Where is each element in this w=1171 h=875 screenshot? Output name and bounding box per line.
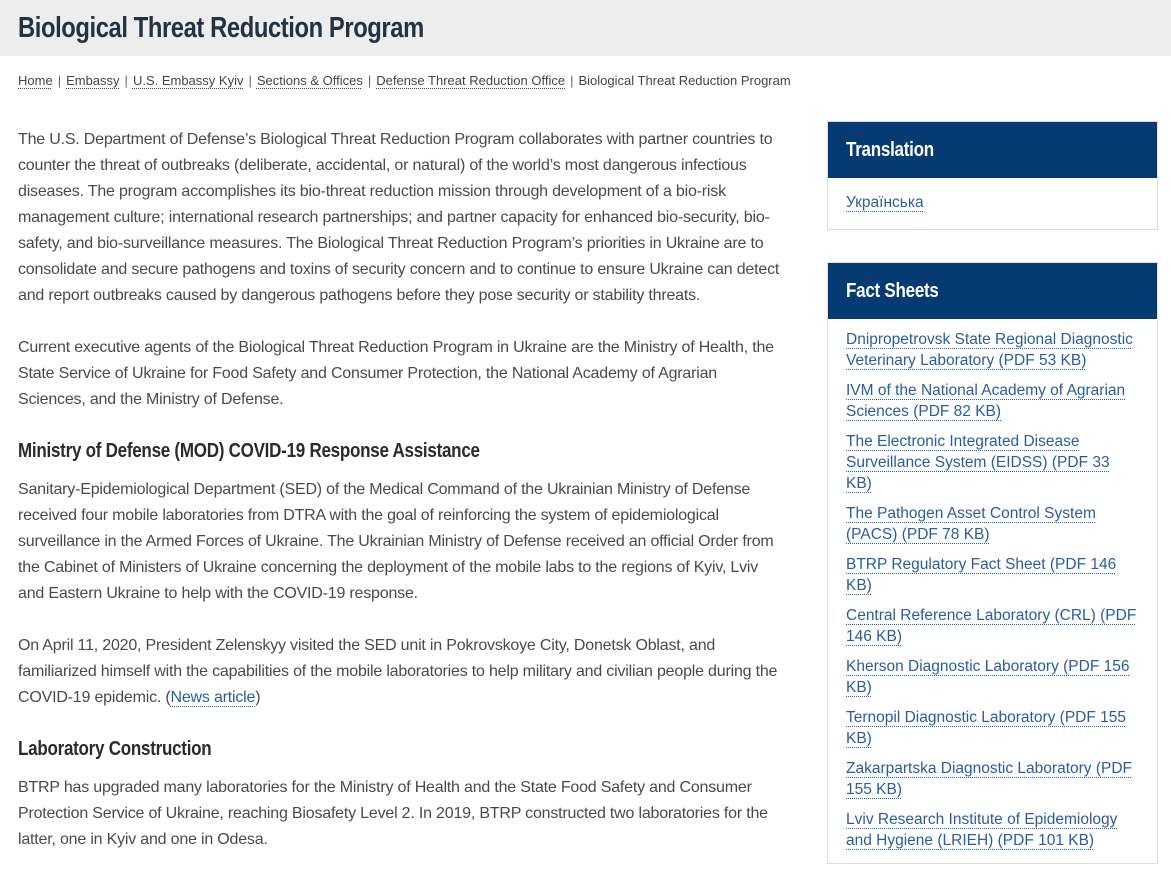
news-article-link[interactable]: News article <box>170 689 256 706</box>
breadcrumb-separator: | <box>57 73 62 88</box>
translation-box-header <box>828 122 1157 178</box>
laboratory-construction-paragraph: BTRP has upgraded many laboratories for the Ministry of Health and the State Food Safety and Consumer Protection Service of Ukraine, reaching Biosafety Level 2. In 2019, BTRP constructed two laboratories for the latter, one in Kyiv and one in Odesa. <box>18 779 768 848</box>
fact-sheet-link-zakarpartska[interactable]: Zakarpartska Diagnostic Laboratory (PDF 155 KB) <box>846 760 1133 798</box>
translation-box-body <box>828 178 1157 229</box>
sed-paragraph: Sanitary-Epidemiological Department (SED) of the Medical Command of the Ukrainian Ministry of Defense received four mobile laboratories from DTRA with the goal of reinforcing the system of epidemiological surveillance in the Armed Forces of Ukraine. The Ukrainian Ministry of Defense received an official Order from the Cabinet of Ministers of Ukraine concerning the deployment of the mobile labs to the regions of Kyiv, Lviv and Eastern Ukraine to help with the COVID-19 response. <box>18 481 774 602</box>
section-heading-mod-covid: Ministry of Defense (MOD) COVID-19 Response Assistance <box>18 440 480 462</box>
fact-sheets-box-header <box>828 263 1157 319</box>
breadcrumb-link-home[interactable]: Home <box>18 73 53 88</box>
translation-link-ukrainska[interactable]: Українська <box>846 194 924 211</box>
fact-sheet-link-dnipropetrovsk[interactable]: Dnipropetrovsk State Regional Diagnostic Veterinary Laboratory (PDF 53 KB) <box>846 331 1133 369</box>
executive-agents-paragraph: Current executive agents of the Biological Threat Reduction Program in Ukraine are the Ministry of Health, the State Service of Ukraine for Food Safety and Consumer Protection, the National Academy of Agrarian Sciences, and the Ministry of Defense. <box>18 339 774 408</box>
sidebar <box>827 121 1158 875</box>
translation-box <box>827 121 1158 230</box>
fact-sheet-link-eidss[interactable]: The Electronic Integrated Disease Surveillance System (EIDSS) (PDF 33 KB) <box>846 433 1110 492</box>
breadcrumb-link-sections-offices[interactable]: Sections & Offices <box>256 73 363 88</box>
breadcrumb-current: Biological Threat Reduction Program <box>578 73 791 88</box>
zelenskyy-paragraph-close-paren: ) <box>255 689 261 706</box>
breadcrumb-link-embassy[interactable]: Embassy <box>66 73 120 88</box>
zelenskyy-paragraph <box>18 633 780 711</box>
fact-sheets-list <box>828 319 1157 863</box>
breadcrumb-link-dtro[interactable]: Defense Threat Reduction Office <box>376 73 566 88</box>
main-content <box>18 121 780 875</box>
fact-sheet-link-crl[interactable]: Central Reference Laboratory (CRL) (PDF 146 KB) <box>846 607 1137 645</box>
content-layout <box>0 121 1171 875</box>
translation-box-title: Translation <box>846 139 934 161</box>
breadcrumb-separator: | <box>367 73 372 88</box>
fact-sheet-link-btrp-regulatory[interactable]: BTRP Regulatory Fact Sheet (PDF 146 KB) <box>846 556 1117 594</box>
fact-sheet-link-pacs[interactable]: The Pathogen Asset Control System (PACS) (PDF 78 KB) <box>846 505 1096 543</box>
section-heading-laboratory-construction: Laboratory Construction <box>18 738 212 760</box>
fact-sheets-box <box>827 262 1158 864</box>
zelenskyy-paragraph-text: On April 11, 2020, President Zelenskyy visited the SED unit in Pokrovskoye City, Donetsk Oblast, and familiarized himself with the capabilities of the mobile laboratories to help military and civilian people during the COVID-19 epidemic. ( <box>18 637 778 706</box>
fact-sheet-link-lviv-lrieh[interactable]: Lviv Research Institute of Epidemiology and Hygiene (LRIEH) (PDF 101 KB) <box>846 811 1118 849</box>
breadcrumb-separator: | <box>248 73 252 88</box>
fact-sheet-link-ivm[interactable]: IVM of the National Academy of Agrarian Sciences (PDF 82 KB) <box>846 382 1126 420</box>
fact-sheet-link-kherson[interactable]: Kherson Diagnostic Laboratory (PDF 156 KB) <box>846 658 1130 696</box>
breadcrumb-separator: | <box>570 73 574 88</box>
intro-paragraph: The U.S. Department of Defense’s Biological Threat Reduction Program collaborates with partner countries to counter the threat of outbreaks (deliberate, accidental, or natural) of the world’s most dangerous infectious diseases. The program accomplishes its bio-threat reduction mission through development of a bio-risk management culture; international research partnerships; and partner capacity for enhanced bio-security, bio-safety, and bio-surveillance measures. The Biological Threat Reduction Program’s priorities in Ukraine are to consolidate and secure pathogens and toxins of security concern and to continue to ensure Ukraine can detect and report outbreaks caused by dangerous pathogens before they pose security or stability threats. <box>18 131 780 304</box>
fact-sheets-box-title: Fact Sheets <box>846 280 939 302</box>
breadcrumb-link-us-embassy-kyiv[interactable]: U.S. Embassy Kyiv <box>132 73 244 88</box>
page-header <box>0 0 1171 56</box>
page-title: Biological Threat Reduction Program <box>18 11 424 44</box>
breadcrumb <box>18 72 1153 89</box>
breadcrumb-separator: | <box>124 73 128 88</box>
fact-sheet-link-ternopil[interactable]: Ternopil Diagnostic Laboratory (PDF 155 KB) <box>846 709 1126 747</box>
